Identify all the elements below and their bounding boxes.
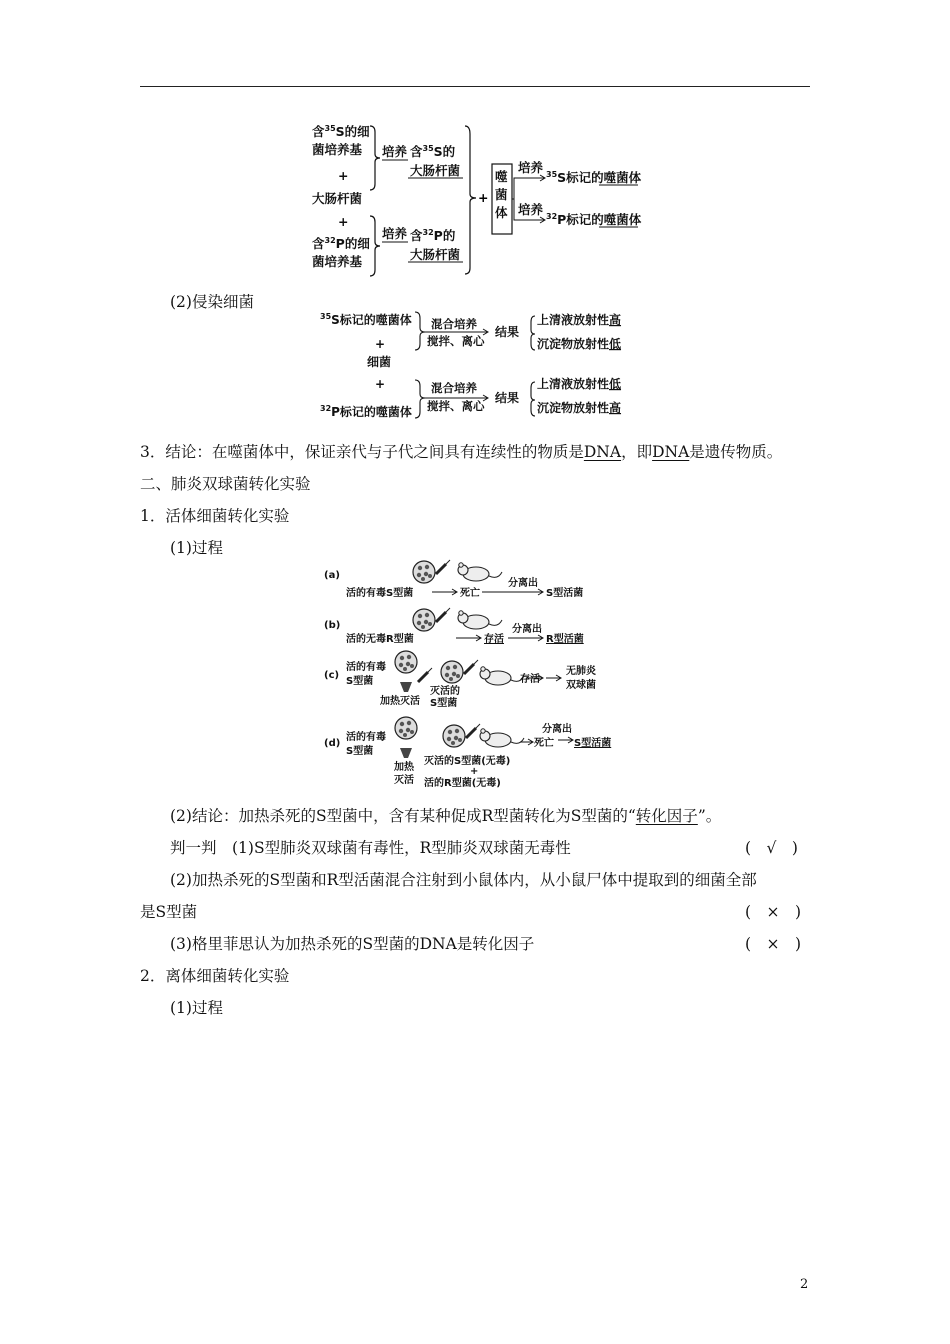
judge-mark-2: ( × ): [745, 903, 802, 921]
row-d-dead: 死亡: [534, 738, 554, 749]
row-b-dish: [413, 609, 435, 631]
subheading-2: 2．离体细菌转化实验: [140, 967, 290, 985]
answer-dna-1: DNA: [583, 443, 622, 461]
row-a-dish: [413, 561, 435, 583]
row-d-bacteria-2: S型菌: [346, 746, 374, 757]
brace-d: [531, 382, 535, 416]
brace-right: [465, 126, 476, 274]
row-c-label: (c): [324, 670, 340, 681]
row-c-mouse: [480, 667, 524, 685]
row-c-bacteria-1: 活的有毒: [346, 662, 386, 673]
row-b-bacteria: 活的无毒R型菌: [346, 634, 414, 645]
answer-dna-2: DNA: [652, 443, 690, 461]
medium32-line2: 菌培养基: [312, 254, 363, 269]
row-b-live: 存活: [484, 634, 504, 645]
para-infect: (2)侵染细菌: [170, 293, 254, 311]
answer-transforming-factor: 转化因子: [635, 807, 698, 825]
row-c-heat: 加热灭活: [380, 696, 420, 707]
stir-label-2: 搅拌、离心: [427, 399, 485, 413]
row-d-burner-icon: [400, 748, 412, 758]
judge-mark-3: ( × ): [745, 935, 802, 953]
plus-b: +: [375, 377, 386, 391]
culture-label-2: 培养: [382, 226, 408, 241]
row-d-sep: 分离出: [542, 724, 572, 735]
row-d-live-r: 活的R型菌(无毒): [424, 778, 501, 789]
row-c-out-2: 双球菌: [566, 680, 596, 691]
row-c-killed-1: 灭活的: [430, 686, 460, 697]
result-label-2: 结果: [495, 391, 520, 405]
brace-bottom: [370, 216, 380, 276]
row-a-sep: 分离出: [508, 578, 538, 589]
row-d-label: (d): [324, 738, 341, 749]
row-d-out: S型活菌: [574, 738, 612, 749]
row-c-syringe-2: [464, 660, 478, 674]
culture-label-3: 培养: [518, 160, 544, 175]
result35-line2: 大肠杆菌: [410, 163, 461, 178]
phage-labeling-diagram: [300, 118, 660, 278]
result35-line1: 含$^{35}$S的: [410, 144, 456, 159]
super-high: 上清液放射性高: [537, 313, 622, 327]
medium35-line2: 菌培养基: [312, 142, 363, 157]
row-d-plus: +: [470, 766, 479, 777]
sed-low: 沉淀物放射性低: [537, 337, 622, 351]
row-b-syringe: [436, 608, 450, 622]
medium35-line1: 含$^{35}$S的细: [312, 124, 370, 139]
brace-c: [531, 316, 535, 350]
row-b-sep: 分离出: [512, 624, 542, 635]
row-d-mouse: [480, 729, 524, 747]
row-d-heat-1: 加热: [394, 762, 414, 773]
row-a-bacteria: 活的有毒S型菌: [346, 588, 414, 599]
row-b-label: (b): [324, 620, 341, 631]
conclusion-line: 3．结论：在噬菌体中，保证亲代与子代之间具有连续性的物质是DNA，即DNA是遗传物质。: [140, 443, 783, 461]
culture-label-1: 培养: [382, 144, 408, 159]
row-a-label: (a): [324, 570, 340, 581]
row-d-dish-2: [443, 725, 465, 747]
plus-a: +: [375, 337, 386, 351]
row-c-dish-2: [441, 661, 463, 683]
process-heading-2: (1)过程: [170, 999, 223, 1017]
stir-label-1: 搅拌、离心: [427, 334, 485, 348]
plus-1: +: [338, 168, 349, 183]
mix-label-2: 混合培养: [431, 381, 477, 395]
section-heading-2: 二、肺炎双球菌转化实验: [140, 475, 311, 493]
judge-item-2a: (2)加热杀死的S型菌和R型活菌混合注射到小鼠体内，从小鼠尸体中提取到的细菌全部: [170, 871, 757, 889]
row-c-burner-icon: [400, 682, 412, 692]
row-c-bacteria-2: S型菌: [346, 676, 374, 687]
culture-label-4: 培养: [518, 202, 544, 217]
judge-item-1: 判一判 (1)S型肺炎双球菌有毒性，R型肺炎双球菌无毒性: [170, 839, 571, 857]
row-c-syringe-1: [418, 668, 432, 682]
page-number: 2: [800, 1277, 809, 1292]
subheading-1: 1．活体细菌转化实验: [140, 507, 290, 525]
row-a-dead: 死亡: [460, 588, 480, 599]
brace-b: [415, 380, 425, 418]
row-d-killed: 灭活的S型菌(无毒): [424, 756, 511, 767]
griffith-experiment-diagram: [320, 556, 630, 792]
ecoli-label: 大肠杆菌: [312, 191, 363, 206]
row-b-out: R型活菌: [546, 634, 584, 645]
sed-high: 沉淀物放射性高: [537, 401, 622, 415]
judge-mark-1: ( √ ): [745, 839, 798, 857]
row-d-heat-2: 灭活: [394, 775, 414, 786]
row-d-syringe: [466, 724, 480, 738]
row-c-killed-2: S型菌: [430, 698, 458, 709]
row-d-dish-1: [395, 717, 417, 739]
brace-top: [370, 126, 380, 190]
plus-2: +: [338, 214, 349, 229]
header-rule: [140, 86, 810, 87]
out35-label: $^{35}$S标记的噬菌体: [546, 170, 642, 185]
infection-diagram: [315, 308, 645, 424]
brace-a: [415, 312, 425, 350]
mix-label-1: 混合培养: [431, 317, 477, 331]
row-c-dish-1: [395, 651, 417, 673]
bacteria-label: 细菌: [367, 355, 392, 369]
process-heading-1: (1)过程: [170, 539, 223, 557]
phage-char-3: 体: [495, 205, 508, 220]
phage35-label: $^{35}$S标记的噬菌体: [320, 312, 412, 327]
medium32-line1: 含$^{32}$P的细: [312, 236, 370, 251]
result32-line1: 含$^{32}$P的: [410, 228, 456, 243]
out32-label: $^{32}$P标记的噬菌体: [546, 212, 642, 227]
row-d-bacteria-1: 活的有毒: [346, 732, 386, 743]
row-c-out-1: 无肺炎: [566, 666, 596, 677]
super-low: 上清液放射性低: [537, 377, 622, 391]
phage-char-2: 菌: [495, 187, 508, 202]
row-a-syringe: [436, 560, 450, 574]
phage-char-1: 噬: [495, 169, 508, 184]
row-b-mouse: [458, 611, 502, 629]
row-a-out: S型活菌: [546, 588, 584, 599]
result32-line2: 大肠杆菌: [410, 247, 461, 262]
judge-item-3: (3)格里菲思认为加热杀死的S型菌的DNA是转化因子: [170, 935, 535, 953]
conclusion2-line: (2)结论：加热杀死的S型菌中，含有某种促成R型菌转化为S型菌的“转化因子”。: [170, 807, 722, 825]
row-c-live: 存活: [520, 674, 540, 685]
judge-item-2b: 是S型菌: [140, 903, 198, 921]
phage32-label: $^{32}$P标记的噬菌体: [320, 404, 412, 419]
result-label-1: 结果: [495, 325, 520, 339]
plus-3: +: [478, 190, 489, 205]
row-a-mouse: [458, 563, 502, 581]
